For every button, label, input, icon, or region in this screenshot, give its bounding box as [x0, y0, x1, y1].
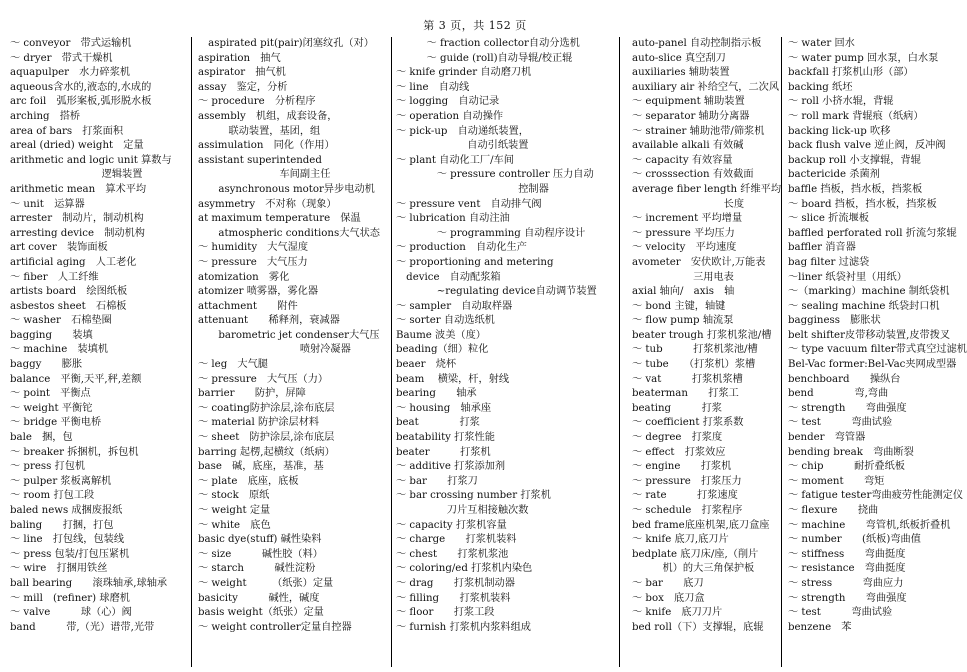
glossary-entry: 自动引纸装置: [396, 140, 529, 152]
glossary-entry: bactericide 杀菌剂: [788, 169, 880, 181]
glossary-entry: ～ plate 底座，底板: [198, 475, 299, 487]
glossary-entry: ～（marking）machine 制纸袋机: [788, 286, 950, 298]
glossary-entry: ～ line 打包线，包装线: [10, 534, 125, 546]
glossary-entry: ～ degree 打浆度: [632, 432, 723, 444]
glossary-entry: attenuant 稀释剂，衰减器: [198, 315, 340, 327]
glossary-entry: backing lick-up 吹移: [788, 125, 891, 137]
glossary-entry: ～ pick-up 自动递纸装置，: [396, 125, 529, 137]
glossary-entry: 联动装置，基团，组: [198, 125, 321, 137]
glossary-entry: band 带,（光）谱带,光带: [10, 621, 155, 633]
glossary-entry: 喷射冷凝器: [198, 344, 351, 356]
glossary-entry: ～ flexure 挠曲: [788, 505, 879, 516]
glossary-entry: bagging 装填: [10, 329, 93, 341]
glossary-entry: ～ press 包装/打包压紧机: [10, 548, 130, 560]
glossary-entry: barring 起楞,起横纹（纸病）: [198, 446, 335, 458]
glossary-entry: ～ weight controller定量自控器: [198, 621, 352, 633]
glossary-entry: ～ engine 打浆机: [632, 461, 732, 473]
glossary-entry: ～ operation 自动操作: [396, 110, 504, 122]
glossary-entry: ～ resistance 弯曲挺度: [788, 563, 906, 575]
glossary-entry: 逻辑装置: [10, 169, 143, 181]
glossary-entry: ~regulating device自动调节装置: [396, 286, 597, 298]
glossary-entry: bagginess 膨胀状: [788, 315, 881, 327]
glossary-entry: beaer 烧杯: [396, 359, 457, 371]
glossary-entry: baggy 膨胀: [10, 359, 83, 371]
glossary-entry: device 自动配浆箱: [396, 271, 501, 283]
glossary-entry: ～ fraction collector自动分选机: [396, 38, 580, 49]
glossary-entry: ～ fatigue tester弯曲疲劳性能测定仪: [788, 490, 964, 502]
glossary-entry: ～ pressure controller 压力自动: [396, 169, 594, 181]
glossary-entry: ～ sampler 自动取样器: [396, 300, 513, 312]
glossary-entry: ～liner 纸袋衬里（用纸）: [788, 271, 907, 283]
glossary-entry: ～ water 回水: [788, 38, 855, 49]
glossary-entry: ～ pressure 平均压力: [632, 227, 735, 239]
glossary-entry: ～ pressure 打浆压力: [632, 475, 742, 487]
glossary-entry: attachment 附件: [198, 300, 298, 312]
glossary-entry: ～ slice 折流堰板: [788, 213, 869, 225]
glossary-entry: artists board 绘图纸板: [10, 286, 128, 298]
glossary-entry: arithmetic mean 算术平均: [10, 183, 147, 195]
glossary-entry: assimulation 同化（作用）: [198, 140, 335, 152]
glossary-entry: available alkali 有效碱: [632, 140, 744, 152]
glossary-entry: bedplate 底刀床/座,（削片: [632, 548, 759, 560]
glossary-entry: ～ room 打包工段: [10, 490, 95, 502]
page-header: 第 3 页，共 152 页: [423, 19, 527, 32]
glossary-entry: asynchronous motor异步电动机: [198, 183, 375, 195]
glossary-entry: beat 打浆: [396, 417, 480, 429]
glossary-entry: ～ equipment 辅助装置: [632, 96, 745, 108]
glossary-entry: auxiliary air 补给空气，二次风: [632, 81, 780, 93]
glossary-entry: atomizer 喷雾器，雾化器: [198, 286, 319, 298]
glossary-entry: arresting device 制动机构: [10, 227, 145, 239]
glossary-entry: aqueous含水的,液态的,水成的: [10, 81, 152, 93]
glossary-entry: ～ logging 自动记录: [396, 96, 500, 108]
glossary-entry: ～ capacity 打浆机容量: [396, 519, 507, 531]
glossary-entry: ～ lubrication 自动注油: [396, 213, 510, 225]
glossary-entry: 机）的大三角保护板: [632, 563, 755, 575]
glossary-column-1: [8, 37, 192, 667]
glossary-entry: ～ press 打包机: [10, 461, 86, 473]
glossary-entry: ～ vat 打浆机浆槽: [632, 373, 743, 385]
glossary-entry: ～ stiffness 弯曲挺度: [788, 548, 906, 560]
glossary-entry: ～ chest 打浆机浆池: [396, 548, 509, 560]
glossary-entry: ～ increment 平均增量: [632, 213, 743, 225]
glossary-entry: ～ programming 自动程序设计: [396, 227, 586, 239]
glossary-entry: ～ humidity 大气湿度: [198, 242, 309, 254]
glossary-entry: ～ mill (refiner) 球磨机: [10, 592, 130, 604]
glossary-entry: ～ coating防护涂层,涂布底层: [198, 402, 335, 414]
glossary-entry: backfall 打浆机山形（部）: [788, 67, 914, 79]
glossary-entry: beating 打浆: [632, 402, 722, 414]
glossary-entry: ～ line 自动线: [396, 81, 470, 93]
glossary-entry: ～ sheet 防护涂层,涂布底层: [198, 432, 335, 444]
glossary-entry: atomization 雾化: [198, 271, 290, 283]
glossary-entry: benchboard 操纵台: [788, 373, 901, 385]
glossary-entry: ～ proportioning and metering: [396, 256, 554, 268]
glossary-entry: ～ weight 平衡铊: [10, 402, 93, 414]
glossary-entry: assistant superintended: [198, 154, 322, 166]
glossary-entry: ～ capacity 有效容量: [632, 154, 733, 166]
glossary-entry: assembly 机组，成套设备，: [198, 110, 338, 122]
glossary-entry: ～ size 碱性胶（料）: [198, 548, 323, 560]
glossary-entry: ～ water pump 回水泵，白水泵: [788, 52, 939, 64]
glossary-entry: arching 搭桥: [10, 110, 81, 122]
glossary-entry: ～ white 底色: [198, 519, 271, 531]
glossary-entry: ～ procedure 分析程序: [198, 96, 316, 108]
glossary-entry: ～ coloring/ed 打浆机内染色: [396, 563, 533, 575]
glossary-entry: asymmetry 不对称（现象）: [198, 198, 337, 210]
glossary-entry: ～ unit 运算器: [10, 198, 85, 210]
glossary-entry: ～ leg 大气腿: [198, 359, 268, 371]
glossary-entry: ～ tube （打浆机）浆槽: [632, 359, 756, 371]
glossary-entry: ～ roll mark 背辊痕（纸病）: [788, 110, 924, 122]
glossary-entry: auto-panel 自动控制指示板: [632, 38, 762, 49]
glossary-entry: ～ point 平衡点: [10, 388, 91, 400]
glossary-entry: backing 纸坯: [788, 81, 853, 93]
glossary-entry: ～ drag 打浆机制动器: [396, 577, 515, 589]
glossary-entry: balance 平衡,天平,秤,差额: [10, 373, 142, 385]
glossary-entry: baled news 成捆废报纸: [10, 505, 123, 516]
glossary-entry: bale 捆，包: [10, 432, 73, 444]
glossary-column-5: [782, 37, 967, 667]
glossary-entry: ～ strength 弯曲强度: [788, 402, 907, 414]
glossary-entry: ～ plant 自动化工厂/车间: [396, 154, 514, 166]
glossary-entry: beam 横梁，杆，射线: [396, 373, 510, 385]
glossary-entry: ～ coefficient 打浆系数: [632, 417, 744, 429]
glossary-entry: ～ stock 原纸: [198, 490, 270, 502]
glossary-entry: ball bearing 滚珠轴承,球轴承: [10, 577, 168, 589]
glossary-entry: auto-slice 真空刮刀: [632, 52, 726, 64]
glossary-entry: backup roll 小支撑辊，背辊: [788, 154, 921, 166]
glossary-entry: ～ sorter 自动选纸机: [396, 315, 495, 327]
glossary-entry: ～ board 挡板，挡水板，挡浆板: [788, 198, 937, 210]
glossary-column-4: [620, 37, 782, 667]
glossary-entry: ～ fiber 人工纤维: [10, 271, 99, 283]
glossary-entry: ～ pressure vent 自动排气阀: [396, 198, 542, 210]
glossary-entry: basis weight（纸张）定量: [198, 607, 324, 619]
glossary-entry: assay 鉴定，分析: [198, 81, 288, 93]
glossary-entry: ～ bond 主键，轴键: [632, 300, 726, 312]
glossary-entry: avometer 安伏欧计,万能表: [632, 256, 766, 268]
glossary-entry: 刀片互相接触次数: [396, 505, 529, 516]
glossary-entry: ～ strainer 辅助池带/筛浆机: [632, 125, 765, 137]
glossary-entry: axial 轴向/ axis 轴: [632, 286, 735, 298]
glossary-entry: areal (dried) weight 定量: [10, 140, 144, 152]
glossary-entry: ～ dryer 带式干燥机: [10, 52, 113, 64]
glossary-entry: ～ separator 辅助分离器: [632, 110, 750, 122]
glossary-entry: ～ bar 打浆刀: [396, 475, 478, 487]
glossary-entry: ～ guide (roll)自动导辊/校正辊: [396, 52, 573, 64]
glossary-entry: base 碱，底座，基准，基: [198, 461, 324, 473]
glossary-entry: asbestos sheet 石棉板: [10, 300, 127, 312]
glossary-entry: ～ test 弯曲试验: [788, 607, 893, 619]
glossary-entry: 控制器: [396, 183, 549, 195]
glossary-entry: area of bars 打浆面积: [10, 125, 124, 137]
glossary-entry: ～ schedule 打浆程序: [632, 505, 743, 516]
glossary-entry: ～ machine 弯管机,纸板折叠机: [788, 519, 951, 531]
glossary-entry: beater 打浆机: [396, 446, 491, 458]
glossary-entry: arrester 制动片，制动机构: [10, 213, 144, 225]
glossary-entry: ～ pulper 浆板离解机: [10, 475, 112, 487]
glossary-column-2: [192, 37, 392, 667]
glossary-entry: ～ weight （纸张）定量: [198, 577, 334, 589]
glossary-entry: barrier 防护，屏障: [198, 388, 306, 400]
glossary-entry: bearing 轴承: [396, 388, 477, 400]
glossary-entry: arithmetic and logic unit 算数与: [10, 154, 172, 166]
glossary-entry: aspirated pit(pair)闭塞纹孔（对）: [198, 38, 374, 49]
glossary-entry: beading（细）粒化: [396, 344, 489, 356]
glossary-entry: ～ knife 底刀,底刀片: [632, 534, 729, 546]
glossary-column-3: [392, 37, 620, 667]
glossary-entry: ～ machine 装填机: [10, 344, 109, 356]
glossary-entry: belt shifter皮带移动装置,皮带拨叉: [788, 329, 951, 341]
glossary-entry: ～ moment 弯矩: [788, 475, 885, 487]
glossary-entry: ～ production 自动化生产: [396, 242, 527, 254]
glossary-entry: ～ roll 小挤水辊，背辊: [788, 96, 894, 108]
glossary-entry: ～ furnish 打浆机内浆料组成: [396, 621, 531, 633]
glossary-entry: ～ effect 打浆效应: [632, 446, 726, 458]
glossary-entry: bend 弯,弯曲: [788, 388, 889, 400]
glossary-entry: basicity 碱性，碱度: [198, 592, 320, 604]
glossary-entry: Bel-Vac former:Bel-Vac夹网成型器: [788, 359, 957, 371]
glossary-entry: ～ washer 石棉垫圈: [10, 315, 112, 327]
glossary-entry: ～ additive 打浆添加剂: [396, 461, 506, 473]
glossary-entry: ～ stress 弯曲应力: [788, 577, 904, 589]
glossary-entry: ～ material 防护涂层材料: [198, 417, 320, 429]
glossary-entry: bending break 弯曲断裂: [788, 446, 914, 458]
glossary-entry: beaterman 打浆工: [632, 388, 739, 400]
glossary-entry: bed frame底座机架,底刀盒座: [632, 519, 770, 531]
glossary-entry: bender 弯管器: [788, 432, 866, 444]
glossary-entry: ～ box 底刀盒: [632, 592, 705, 604]
glossary-entry: 长度: [632, 198, 745, 210]
glossary-entry: ～ filling 打浆机装料: [396, 592, 511, 604]
glossary-entry: ～ knife 底刀刀片: [632, 607, 723, 619]
glossary-entry: ～ type vacuum filter带式真空过滤机: [788, 344, 967, 356]
glossary-entry: ～ starch 碱性淀粉: [198, 563, 316, 575]
glossary-entry: ～ wire 打捆用铁丝: [10, 563, 108, 575]
glossary-entry: ～ number (纸板)弯曲值: [788, 534, 921, 546]
glossary-entry: ～ housing 轴承座: [396, 402, 491, 414]
glossary-entry: art cover 装饰面板: [10, 242, 108, 254]
glossary-entry: ～ knife grinder 自动磨刀机: [396, 67, 532, 79]
glossary-entry: baling 打捆，打包: [10, 519, 114, 531]
glossary-entry: ～ strength 弯曲强度: [788, 592, 907, 604]
glossary-entry: at maximum temperature 保温: [198, 213, 361, 225]
glossary-columns: [8, 37, 967, 667]
glossary-entry: arc foil 弧形案板,弧形脱水板: [10, 96, 152, 108]
glossary-entry: baffle 挡板，挡水板，挡浆板: [788, 183, 923, 195]
glossary-entry: baffled perforated roll 折流匀浆辊: [788, 227, 957, 239]
glossary-entry: auxiliaries 辅助装置: [632, 67, 730, 79]
glossary-entry: ～ pressure 大气压力: [198, 256, 308, 268]
glossary-entry: ～ rate 打浆速度: [632, 490, 738, 502]
glossary-entry: benzene 苯: [788, 621, 852, 633]
glossary-entry: ～ bridge 平衡电桥: [10, 417, 102, 429]
glossary-entry: ～ pressure 大气压（力）: [198, 373, 329, 385]
glossary-entry: ～ bar 底刀: [632, 577, 704, 589]
glossary-entry: atmospheric conditions大气状态: [198, 227, 380, 239]
glossary-entry: average fiber length 纤维平均: [632, 183, 782, 195]
glossary-entry: ～ conveyor 带式运输机: [10, 38, 132, 49]
glossary-entry: aspiration 抽气: [198, 52, 281, 64]
glossary-entry: aspirator 抽气机: [198, 67, 286, 79]
glossary-entry: bag filter 过滤袋: [788, 256, 870, 268]
glossary-entry: aquapulper 水力碎浆机: [10, 67, 131, 79]
glossary-entry: artificial aging 人工老化: [10, 256, 137, 268]
glossary-entry: basic dye(stuff) 碱性染料: [198, 534, 322, 546]
glossary-entry: bed roll（下）支撑辊，底辊: [632, 621, 764, 633]
glossary-entry: back flush valve 逆止阀，反冲阀: [788, 140, 946, 152]
glossary-entry: ～ floor 打浆工段: [396, 607, 495, 619]
glossary-entry: baffler 消音器: [788, 242, 856, 254]
glossary-entry: ～ sealing machine 纸袋封口机: [788, 300, 940, 312]
glossary-entry: barometric jet condenser大气压: [198, 329, 380, 341]
glossary-entry: ～ velocity 平均速度: [632, 242, 737, 254]
glossary-entry: ～ weight 定量: [198, 505, 271, 516]
glossary-entry: ～ test 弯曲试验: [788, 417, 893, 429]
glossary-entry: ～ flow pump 轴流泵: [632, 315, 734, 327]
glossary-entry: ～ valve 球（心）阀: [10, 607, 132, 619]
glossary-entry: ～ bar crossing number 打浆机: [396, 490, 551, 502]
glossary-entry: ～ tub 打浆机浆池/槽: [632, 344, 758, 356]
glossary-entry: beater trough 打浆机浆池/槽: [632, 329, 772, 341]
glossary-entry: ～ charge 打浆机装料: [396, 534, 517, 546]
glossary-entry: beatability 打浆性能: [396, 432, 495, 444]
glossary-entry: ～ crosssection 有效截面: [632, 169, 754, 181]
glossary-entry: 三用电表: [632, 271, 734, 283]
glossary-entry: 车间副主任: [198, 169, 331, 181]
glossary-entry: Baume 波美（度）: [396, 329, 486, 341]
glossary-entry: ～ breaker 拆捆机，拆包机: [10, 446, 139, 458]
glossary-entry: ～ chip 耐折叠纸板: [788, 461, 905, 473]
